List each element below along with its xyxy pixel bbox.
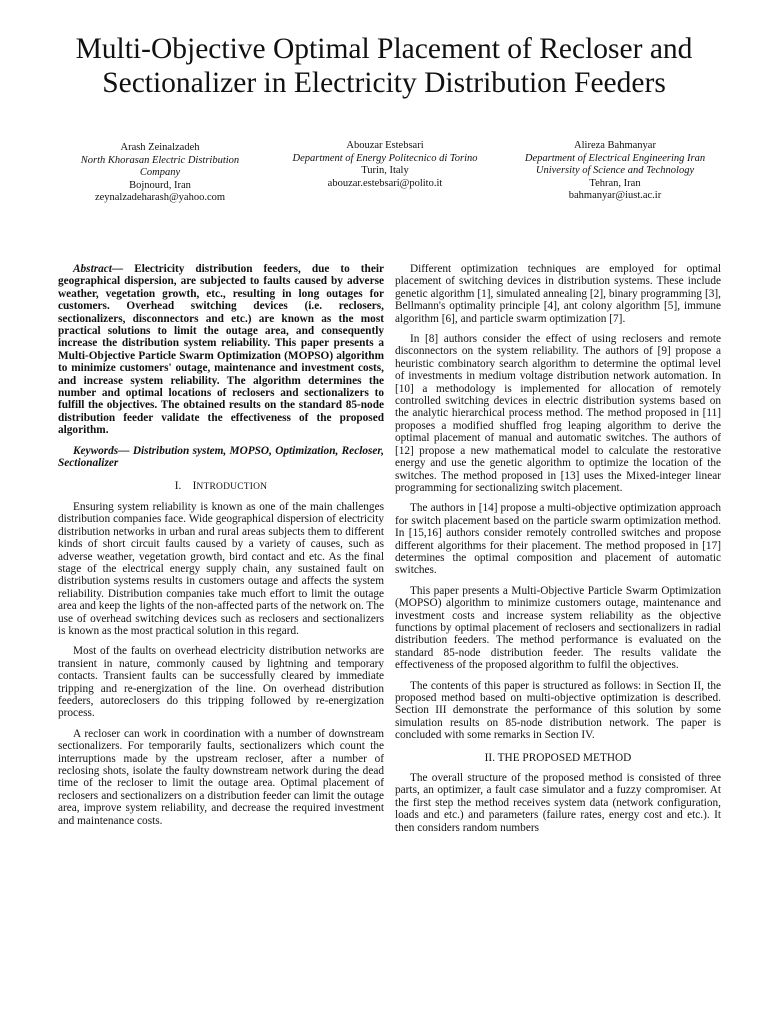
author-name: Arash Zeinalzadeh: [120, 142, 200, 153]
author-affiliation: Department of Electrical Engineering Iran University of Science and Technology: [524, 152, 706, 176]
author-name: Abouzar Estebsari: [346, 140, 424, 151]
keywords-text: Distribution system, MOPSO, Optimization, Recloser, Sectionalizer: [58, 444, 384, 470]
body-paragraph: The overall structure of the proposed method is consisted of three parts, an optimizer, a fault case simulator and a fuzzy compromiser. At the first step the method receives system data (network configuration, loads and etc.) and parameters (failure rates, energy cost and etc.). It then considers random numbers: [395, 772, 721, 834]
body-paragraph: Most of the faults on overhead electricity distribution networks are transient in nature, commonly caused by lightning and temporary contacts. Transient faults can be successfully cleared by immediate tripping and re-energization of the line. On overhead distribution feeders, autoreclosers do this tripping followed by re-energization process.: [58, 645, 384, 720]
author-email: abouzar.estebsari@polito.it: [327, 177, 443, 189]
body-paragraph: Ensuring system reliability is known as one of the main challenges distribution companies face. Wide geographical dispersion of electricity distribution networks in urban and rural areas subjects them to different kinds of short circuit faults caused by a variety of causes, such as adverse weather, vegetation growth, bird contact and etc. As the final stage of the electrical energy supply chain, any sustained fault on distribution systems results in customers outage and affects the system reliability. Distribution companies take much effort to limit the outage area and keep the lights of the non-affected parts of the network on. The use of overhead switching devices such as reclosers and sectionalizers is known as the most practical solution in this regard.: [58, 500, 384, 637]
body-paragraph: A recloser can work in coordination with a number of downstream sectionalizers. For temporarily faults, sectionalizers which count the interruptions made by the upstream recloser, after a number of reclosing shots, isolate the faulty downstream network during the dead time of the recloser to limit the outage area. Optimal placement of reclosers and sectionalizers on a distribution feeder can limit the outage area, improve system reliability, and decrease the required investment and maintenance costs.: [58, 727, 384, 827]
body-paragraph: In [8] authors consider the effect of using reclosers and remote disconnectors on the system reliability. The authors of [9] propose a heuristic combinatory search algorithm to determine the optimal level of investments in medium voltage distribution network automation. In [10] a methodology is implemented for allocation of remotely controlled switching devices in electric distribution systems based on the analytic hierarchical process method. The method proposed in [11] proposes a modified shuffled frog leaping algorithm to derive the optimal placement of manual and automatic switches. The authors of [12] propose a new mathematical model to calculate the restorative energy and use the genetic algorithm to optimize the location of the switches. The method proposed in [13] uses the Mixed-integer linear programming for sectionalizing switch placement.: [395, 333, 721, 494]
section-title-rest: NTRODUCTION: [196, 481, 268, 492]
section-title-initial: I: [192, 479, 197, 492]
body-paragraph: Different optimization techniques are employed for optimal placement of switching devices in distribution systems. These include genetic algorithm [1], simulated annealing [2], binary programming [3], Bellmann's optimality principle [4], ant colony algorithm [5], immune algorithm [6], and particle swarm optimization [7].: [395, 263, 721, 325]
author-email: zeynalzadeharash@yahoo.com: [94, 192, 226, 203]
author-location: Bojnourd, Iran: [129, 179, 191, 191]
author-block-1: [60, 142, 260, 205]
left-column: [58, 263, 384, 835]
abstract-label: Abstract—: [73, 263, 124, 275]
abstract: [58, 263, 384, 437]
author-affiliation: North Khorasan Electric Distribution Company: [80, 154, 240, 178]
section-heading-proposed-method: II. THE PROPOSED METHOD: [484, 751, 632, 764]
paper-title: Multi-Objective Optimal Placement of Recloser and Sectionalizer in Electricity Distribution Feeders: [75, 33, 693, 99]
body-paragraph: The contents of this paper is structured as follows: in Section II, the proposed method based on multi-objective optimization is described. Section III demonstrate the performance of this solution by some simulation results on 85-node distribution network. The paper is concluded with some remarks in Section IV.: [395, 679, 721, 742]
author-block-3: [520, 140, 710, 203]
author-location: Tehran, Iran: [589, 177, 641, 189]
author-affiliation: Department of Energy Politecnico di Torino: [292, 152, 478, 164]
author-name: Alireza Bahmanyar: [574, 140, 656, 151]
section-heading-introduction: [58, 480, 384, 493]
section-number: I.: [174, 479, 182, 492]
keywords: [58, 445, 384, 470]
abstract-text: Electricity distribution feeders, due to their geographical dispersion, are subjected to faults caused by adverse weather, vegetation growth, etc., resulting in long outages for customers. Overhead switching devices (i.e. reclosers, sectionalizers, disconnectors and etc.) are known as the most practical solutions to limit the outage area, and consequently increase the distribution system reliability. This paper presents a Multi-Objective Particle Swarm Optimization (MOPSO) algorithm to minimize customers' outage, maintenance and investment costs, and increase system reliability. The algorithm determines the number and optimal locations of reclosers and sectionalizers to fulfill the objectives. The obtained results on the standard 85-node distribution feeder validate the effectiveness of the proposed algorithm.: [58, 263, 384, 437]
body-paragraph: The authors in [14] propose a multi-objective optimization approach for switch placement based on the particle swarm optimization method. In [15,16] authors consider remotely controlled switches and propose different algorithms for their placement. The method proposed in [17] determines the optimal composition and placement of automatic switches.: [395, 502, 721, 577]
author-email: bahmanyar@iust.ac.ir: [568, 190, 662, 201]
author-location: Turin, Italy: [361, 165, 409, 176]
right-column: [395, 263, 721, 842]
body-paragraph: This paper presents a Multi-Objective Particle Swarm Optimization (MOPSO) algorithm to minimize customers outage, maintenance and investment costs and increase system reliability as the objective functions by optimal placement of reclosers and sectionalizers in radial distribution feeders. The method performance is evaluated on the standard 85-node distribution feeder. The results validate the effectiveness of the proposed algorithm to fulfil the objectives.: [395, 584, 721, 672]
author-block-2: [290, 140, 480, 190]
keywords-label: Keywords—: [73, 444, 130, 457]
